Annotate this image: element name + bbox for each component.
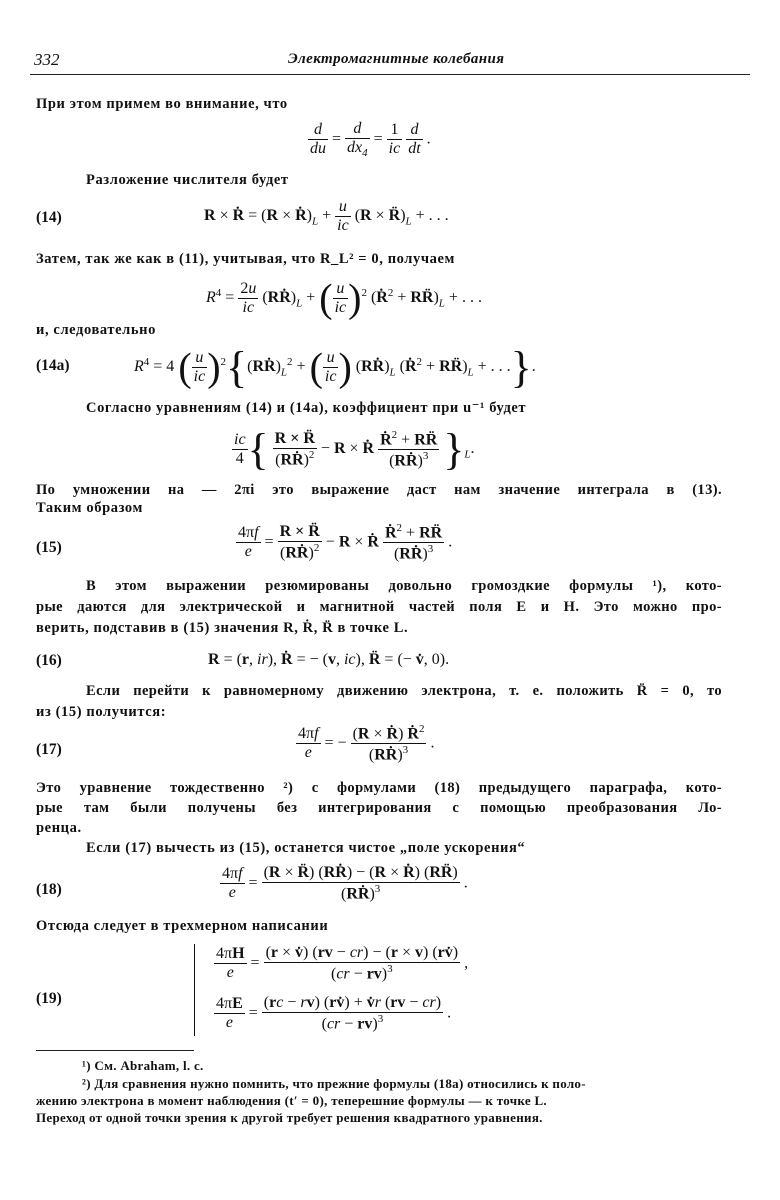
paragraph-11: Отсюда следует в трехмерном написании (36, 918, 329, 934)
paragraph-6a: По умножении на — 2πi это выражение даст нам значение интеграла в (13). (36, 482, 722, 498)
paragraph-8a: Если перейти к равномерному движению электрона, т. е. положить R̈ = 0, то (86, 683, 722, 699)
paragraph-9a: Это уравнение тождественно ²) с формулами (18) предыдущего параграфа, кото- (36, 780, 722, 796)
equation-18: $\frac{4\pi f}{e}$ = $\frac{\text{(R × R̈) (RṘ) − (R × Ṙ) (RR̈)}}{(RṘ)^3}$ . (222, 864, 468, 903)
paragraph-6b: Таким образом (36, 500, 143, 516)
system-brace (194, 944, 195, 1036)
paragraph-10: Если (17) вычесть из (15), останется чистое „поле ускорения“ (86, 840, 526, 856)
paragraph-8b: из (15) получится: (36, 704, 167, 720)
paragraph-9c: ренца. (36, 820, 82, 836)
paragraph-2: Разложение числителя будет (86, 172, 289, 188)
paragraph-9b: рые там были получены без интегрирования с помощью преобразования Ло- (36, 800, 722, 816)
equation-number-17: (17) (36, 741, 62, 758)
chapter-title: Электромагнитные колебания (288, 51, 505, 67)
paragraph-5: Согласно уравнениям (14) и (14а), коэффициент при u⁻¹ будет (86, 400, 527, 416)
equation-14a: $R^4 = 4$ ( $\frac{u}{ic}$ )$^2\{(RṘ)_L^2$ + ( $\frac{u}{ic}$ ) $(RṘ)_L$ (Ṙ$^2$ + $RR̈)_L$ + . . .}. (134, 343, 536, 392)
equation-16: R = (r, ir), Ṙ = − (v, ic), R̈ = (− v̇, 0). (208, 651, 450, 668)
equation-19-H: $\frac{4\pi H}{e}$ = $\frac{(r \times v̇) (rv - cr) - (r \times v) (rv̇)}{(cr - rv)^3}$ , (216, 944, 469, 983)
equation-14: R × Ṙ = $(R \times Ṙ)_L$ + $\frac{u}{ic}$ $(R \times R̈)_L$ + . . . (204, 198, 449, 234)
paragraph-3: Затем, так же как в (11), учитывая, что R_L² = 0, получаем (36, 251, 456, 267)
running-header (30, 48, 750, 75)
footnote-2a: ²) Для сравнения нужно помнить, что прежние формулы (18а) относились к поло- (82, 1076, 586, 1091)
footnote-2c: Переход от одной точки зрения к другой требует решения квадратного уравнения. (36, 1110, 543, 1125)
paragraph-7c: верить, подставив в (15) значения R, Ṙ, R̈ в точке L. (36, 620, 409, 636)
equation-number-18: (18) (36, 881, 62, 898)
page-number: 332 (34, 50, 60, 69)
equation-19-E: $\frac{4\pi E}{e}$ = $\frac{(rc - rv) (rv̇) + v̇r (rv - cr)}{(cr - rv)^3}$ . (216, 994, 452, 1033)
footnote-1: ¹) См. Abraham, l. c. (82, 1058, 204, 1073)
equation-number-14a: (14a) (36, 357, 70, 374)
paragraph-7b: рые даются для электрической и магнитной частей поля E и H. Это можно про- (36, 599, 722, 615)
footnote-2b: жению электрона в момент наблюдения (t′ = 0), теперешние формулы — к точке L. (36, 1093, 547, 1108)
equation-number-14: (14) (36, 209, 62, 226)
paragraph-7a: В этом выражении резюмированы довольно громоздкие формулы ¹), кото- (86, 578, 722, 594)
derivative-formula: $\frac{d}{du}$ = $\frac{d}{dx_4}$ = $\frac{1}{ic}$ $\frac{d}{dt}$ . (310, 120, 431, 160)
equation-number-16: (16) (36, 652, 62, 669)
paragraph-1: При этом примем во внимание, что (36, 96, 288, 112)
equation-17: $\frac{4\pi f}{e}$ = − $\frac{(R \times Ṙ) Ṙ^2}{(RṘ)^3}$ . (298, 723, 435, 764)
equation-number-19: (19) (36, 990, 62, 1007)
equation-15: $\frac{4\pi f}{e}$ = $\frac{R \times R̈}{(RṘ)^2}$ − R × Ṙ $\frac{Ṙ^2 + RR̈}{(RṘ)^3}$ . (238, 522, 453, 563)
paragraph-4: и, следовательно (36, 322, 156, 338)
coefficient-expression: $\frac{ic}{4}$ { $\frac{R \times R̈}{(RṘ)^2}$ − R × Ṙ $\frac{Ṙ^2 + RR̈}{(RṘ)^3}$ }$_L$. (234, 425, 475, 474)
equation-number-15: (15) (36, 539, 62, 556)
equation-R4: $R^4$ = $\frac{2u}{ic}$ $(RṘ)_L$ + ( $\frac{u}{ic}$ )$^2$ (Ṙ$^2$ + $RR̈)_L$ + . . . (206, 275, 482, 321)
footnote-rule (36, 1050, 194, 1051)
